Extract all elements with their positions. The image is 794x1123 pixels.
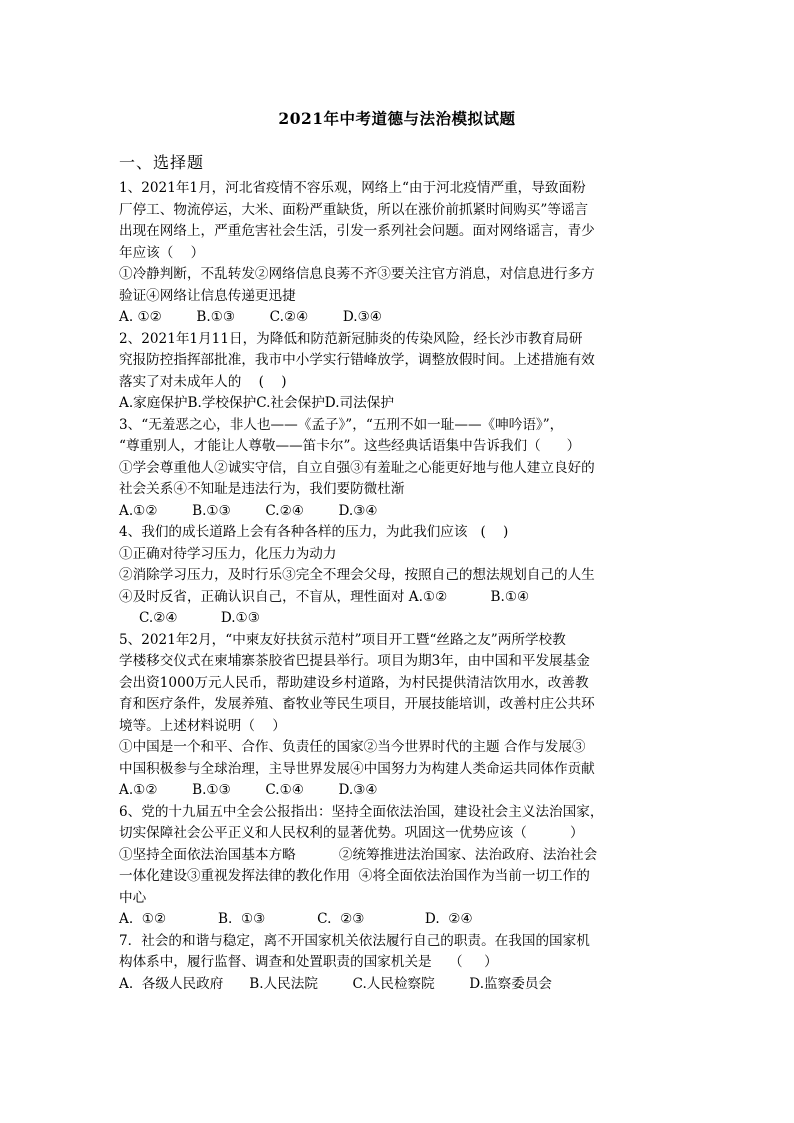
section-heading: 一、选择题 <box>119 153 205 172</box>
text-line: 会出资1000万元人民币，帮助建设乡村道路，为村民提供清洁饮用水，改善教 <box>119 674 589 691</box>
text-line: 学楼移交仪式在柬埔寨茶胶省巴提县举行。项目为期3年，由中国和平发展基金 <box>119 653 590 669</box>
text-line: 落实了对未成年人的 ( ) <box>119 373 287 390</box>
text-line: 中国积极参与全球治理，主导世界发展④中国努力为构建人类命运共同体作贡献 <box>119 760 595 777</box>
question-body <box>119 178 679 995</box>
text-line: 3、“无羞恶之心，非人也——《孟子》”，“五刑不如一耻——《呻吟语》”， <box>119 416 564 433</box>
answer-options: A.①② B.①③ C.①④ D.③④ <box>119 782 378 798</box>
text-line: 2、2021年1月11日，为降低和防范新冠肺炎的传染风险，经长沙市教育局研 <box>119 330 583 347</box>
text-line: ①学会尊重他人②诚实守信，自立自强③有羞耻之心能更好地与他人建立良好的 <box>119 459 595 476</box>
answer-options: A. ①② B. ①③ C. ②③ D. ②④ <box>119 911 473 927</box>
text-line: ①冷静判断，不乱转发②网络信息良莠不齐③要关注官方消息，对信息进行多方 <box>119 266 595 282</box>
text-line: 4、我们的成长道路上会有各种各样的压力，为此我们应该 ( ) <box>119 524 509 540</box>
text-line: 构体系中，履行监督、调查和处置职责的国家机关是 （ ） <box>119 954 498 970</box>
answer-options: C.②④ D.①③ <box>139 610 260 626</box>
text-line: “尊重别人，才能让人尊敬——笛卡尔”。这些经典话语集中告诉我们（ ） <box>119 438 581 454</box>
text-line: 验证④网络让信息传递更迅捷 <box>119 287 296 304</box>
text-line: 6、党的十九届五中全会公报指出：坚持全面依法治国，建设社会主义法治国家， <box>119 803 604 820</box>
text-line: 社会关系④不知耻是违法行为，我们要防微杜渐 <box>119 481 405 497</box>
text-line: 厂停工、物流停运，大米、面粉严重缺货，所以在涨价前抓紧时间购买”等谣言 <box>119 201 589 218</box>
text-line: 年应该（ ） <box>119 244 205 261</box>
text-line: 切实保障社会公平正义和人民权利的显著优势。巩固这一优势应该（ ） <box>119 825 584 841</box>
text-line: 究报防控指挥部批准，我市中小学实行错峰放学，调整放假时间。上述措施有效 <box>119 352 595 368</box>
answer-options: A.①② B.①③ C.②④ D.③④ <box>119 502 378 519</box>
text-line: 境等。上述材料说明（ ） <box>119 717 286 734</box>
text-line: 5、2021年2月，“中柬友好扶贫示范村”项目开工暨“丝路之友”两所学校教 <box>119 631 566 648</box>
answer-options: A.家庭保护B.学校保护C.社会保护D.司法保护 <box>119 395 394 411</box>
text-line: 7．社会的和谐与稳定，离不开国家机关依法履行自己的职责。在我国的国家机 <box>119 932 590 949</box>
answer-options: A. ①② B.①③ C.②④ D.③④ <box>119 309 382 325</box>
answer-options: A. 各级人民政府 B.人民法院 C.人民检察院 D.监察委员会 <box>119 975 553 992</box>
text-line: 育和医疗条件，发展养殖、畜牧业等民生项目，开展技能培训，改善村庄公共环 <box>119 696 595 712</box>
text-line: ②消除学习压力，及时行乐③完全不理会父母，按照自己的想法规划自己的人生 <box>119 567 595 583</box>
text-line: ④及时反省，正确认识自己，不盲从，理性面对 A.①② B.①④ <box>119 588 530 605</box>
text-line: ①坚持全面依法治国基本方略 ②统筹推进法治国家、法治政府、法治社会 <box>119 846 598 863</box>
text-line: 一体化建设③重视发挥法律的教化作用 ④将全面依法治国作为当前一切工作的 <box>119 868 590 884</box>
text-line: 1、2021年1月，河北省疫情不容乐观，网络上“由于河北疫情严重，导致面粉 <box>119 180 586 196</box>
document-title: 2021年中考道德与法治模拟试题 <box>278 109 516 128</box>
text-line: ①中国是一个和平、合作、负责任的国家②当今世界时代的主题 合作与发展③ <box>119 739 586 755</box>
text-line: 中心 <box>119 889 147 906</box>
text-line: ①正确对待学习压力，化压力为动力 <box>119 545 337 562</box>
text-line: 出现在网络上，严重危害社会生活，引发一系列社会问题。面对网络谣言，青少 <box>119 223 595 239</box>
